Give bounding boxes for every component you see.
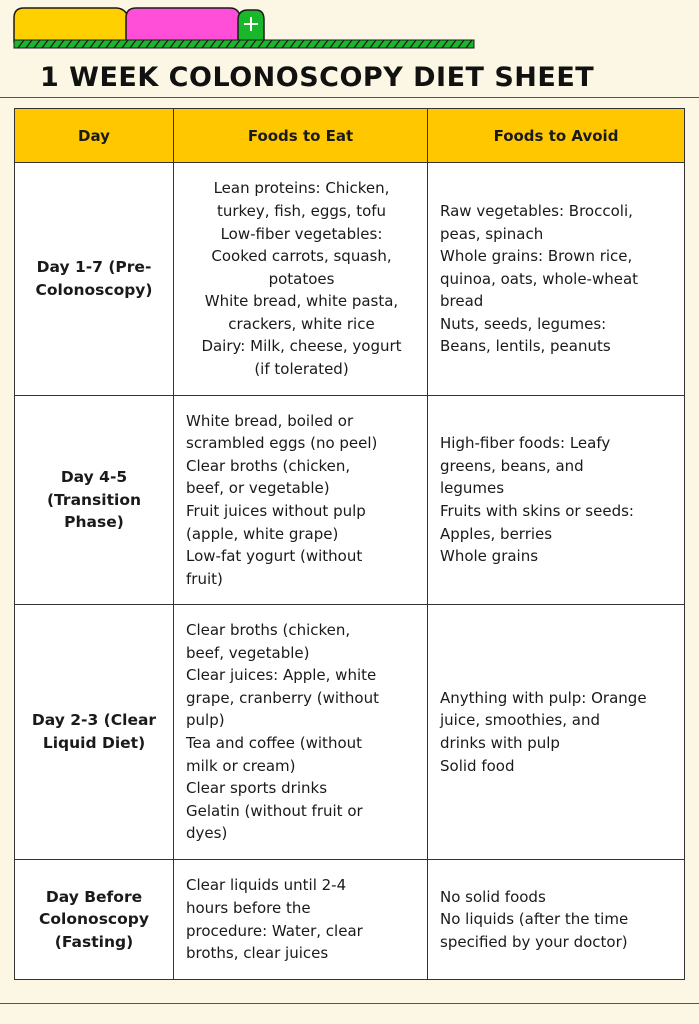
eat-line: Clear broths (chicken, bbox=[186, 456, 351, 475]
foods-to-eat-cell bbox=[174, 396, 428, 605]
foods-to-avoid-cell bbox=[428, 163, 685, 396]
foods-to-avoid-cell bbox=[428, 860, 685, 980]
avoid-line: High-fiber foods: Leafy bbox=[440, 434, 611, 453]
foods-to-avoid-cell bbox=[428, 605, 685, 860]
eat-line: White bread, boiled or bbox=[186, 411, 354, 430]
day-cell bbox=[15, 396, 174, 605]
eat-line: scrambled eggs (no peel) bbox=[186, 434, 378, 453]
eat-line: Cooked carrots, squash, bbox=[211, 247, 392, 266]
page-title: 1 WEEK COLONOSCOPY DIET SHEET bbox=[40, 62, 595, 93]
eat-line: Clear juices: Apple, white bbox=[186, 666, 377, 685]
diet-table bbox=[14, 108, 685, 980]
yellow-tab bbox=[14, 8, 128, 42]
avoid-line: greens, beans, and bbox=[440, 456, 584, 475]
avoid-line: Anything with pulp: Orange bbox=[440, 688, 647, 707]
foods-to-eat-cell bbox=[174, 860, 428, 980]
plus-icon bbox=[238, 10, 264, 42]
day-line: Day 4-5 bbox=[60, 468, 128, 487]
striped-bar bbox=[14, 40, 474, 48]
day-line: Liquid Diet) bbox=[42, 734, 146, 752]
foods-to-avoid-cell bbox=[428, 396, 685, 605]
top-divider bbox=[0, 97, 699, 98]
table-row bbox=[15, 860, 685, 980]
day-line: Phase) bbox=[64, 513, 124, 532]
day-line: Day Before bbox=[45, 887, 143, 906]
eat-line: Low-fiber vegetables: bbox=[220, 224, 383, 243]
avoid-line: Raw vegetables: Broccoli, bbox=[440, 201, 633, 220]
day-cell bbox=[15, 860, 174, 980]
eat-line: Fruit juices without pulp bbox=[186, 502, 366, 520]
avoid-line: Apples, berries bbox=[440, 524, 553, 543]
avoid-line: peas, spinach bbox=[440, 224, 544, 243]
eat-line: crackers, white rice bbox=[228, 314, 375, 333]
avoid-line: legumes bbox=[440, 479, 505, 498]
avoid-line: quinoa, oats, whole-wheat bbox=[440, 269, 639, 288]
header-foods-to-avoid: Foods to Avoid bbox=[428, 109, 685, 163]
pink-tab bbox=[126, 8, 240, 42]
avoid-line: Beans, lentils, peanuts bbox=[440, 337, 611, 356]
table-header-row bbox=[15, 109, 685, 163]
avoid-line: drinks with pulp bbox=[440, 734, 560, 752]
day-line: (Transition bbox=[46, 490, 142, 509]
eat-line: Clear liquids until 2-4 bbox=[186, 876, 347, 895]
header-foods-to-eat: Foods to Eat bbox=[174, 109, 428, 163]
eat-line: hours before the bbox=[186, 898, 311, 917]
day-line: Day 2-3 (Clear bbox=[31, 711, 157, 730]
avoid-line: specified by your doctor) bbox=[440, 932, 628, 951]
day-cell bbox=[15, 163, 174, 396]
eat-line: Gelatin (without fruit or bbox=[186, 801, 363, 820]
avoid-line: Solid food bbox=[440, 756, 515, 775]
eat-line: Clear sports drinks bbox=[186, 779, 328, 798]
eat-line: milk or cream) bbox=[186, 756, 296, 775]
eat-line: beef, or vegetable) bbox=[186, 479, 330, 498]
eat-line: pulp) bbox=[186, 711, 225, 730]
avoid-line: bread bbox=[440, 292, 484, 311]
table-row bbox=[15, 163, 685, 396]
eat-line: fruit) bbox=[186, 569, 223, 588]
eat-line: Clear broths (chicken, bbox=[186, 621, 351, 640]
table-row bbox=[15, 605, 685, 860]
avoid-line: Nuts, seeds, legumes: bbox=[440, 314, 607, 333]
day-line: (Fasting) bbox=[54, 932, 134, 951]
avoid-line: juice, smoothies, and bbox=[440, 711, 600, 730]
eat-line: Dairy: Milk, cheese, yogurt bbox=[201, 337, 402, 356]
day-line: Day 1-7 (Pre- bbox=[36, 258, 152, 277]
eat-line: (apple, white grape) bbox=[186, 524, 339, 543]
eat-line: turkey, fish, eggs, tofu bbox=[216, 201, 387, 220]
eat-line: beef, vegetable) bbox=[186, 643, 310, 662]
eat-line: grape, cranberry (without bbox=[186, 688, 379, 707]
avoid-line: No liquids (after the time bbox=[440, 910, 629, 929]
eat-line: Low-fat yogurt (without bbox=[186, 547, 363, 566]
table-row bbox=[15, 396, 685, 605]
avoid-line: Whole grains bbox=[440, 547, 539, 566]
bottom-divider bbox=[0, 1003, 699, 1004]
day-line: Colonoscopy) bbox=[35, 281, 153, 299]
avoid-line: No solid foods bbox=[440, 887, 546, 906]
foods-to-eat-cell bbox=[174, 163, 428, 396]
foods-to-eat-cell bbox=[174, 605, 428, 860]
eat-line: potatoes bbox=[268, 269, 335, 288]
eat-line: White bread, white pasta, bbox=[204, 292, 399, 311]
eat-line: Tea and coffee (without bbox=[186, 734, 363, 752]
decorative-tabs bbox=[0, 0, 699, 60]
eat-line: broths, clear juices bbox=[186, 944, 329, 963]
eat-line: procedure: Water, clear bbox=[186, 921, 363, 940]
avoid-line: Fruits with skins or seeds: bbox=[440, 502, 634, 520]
avoid-line: Whole grains: Brown rice, bbox=[440, 247, 633, 266]
eat-line: (if tolerated) bbox=[254, 360, 349, 379]
eat-line: dyes) bbox=[186, 824, 228, 843]
eat-line: Lean proteins: Chicken, bbox=[213, 179, 390, 198]
header-day: Day bbox=[15, 109, 174, 163]
day-line: Colonoscopy bbox=[39, 910, 149, 929]
day-cell bbox=[15, 605, 174, 860]
